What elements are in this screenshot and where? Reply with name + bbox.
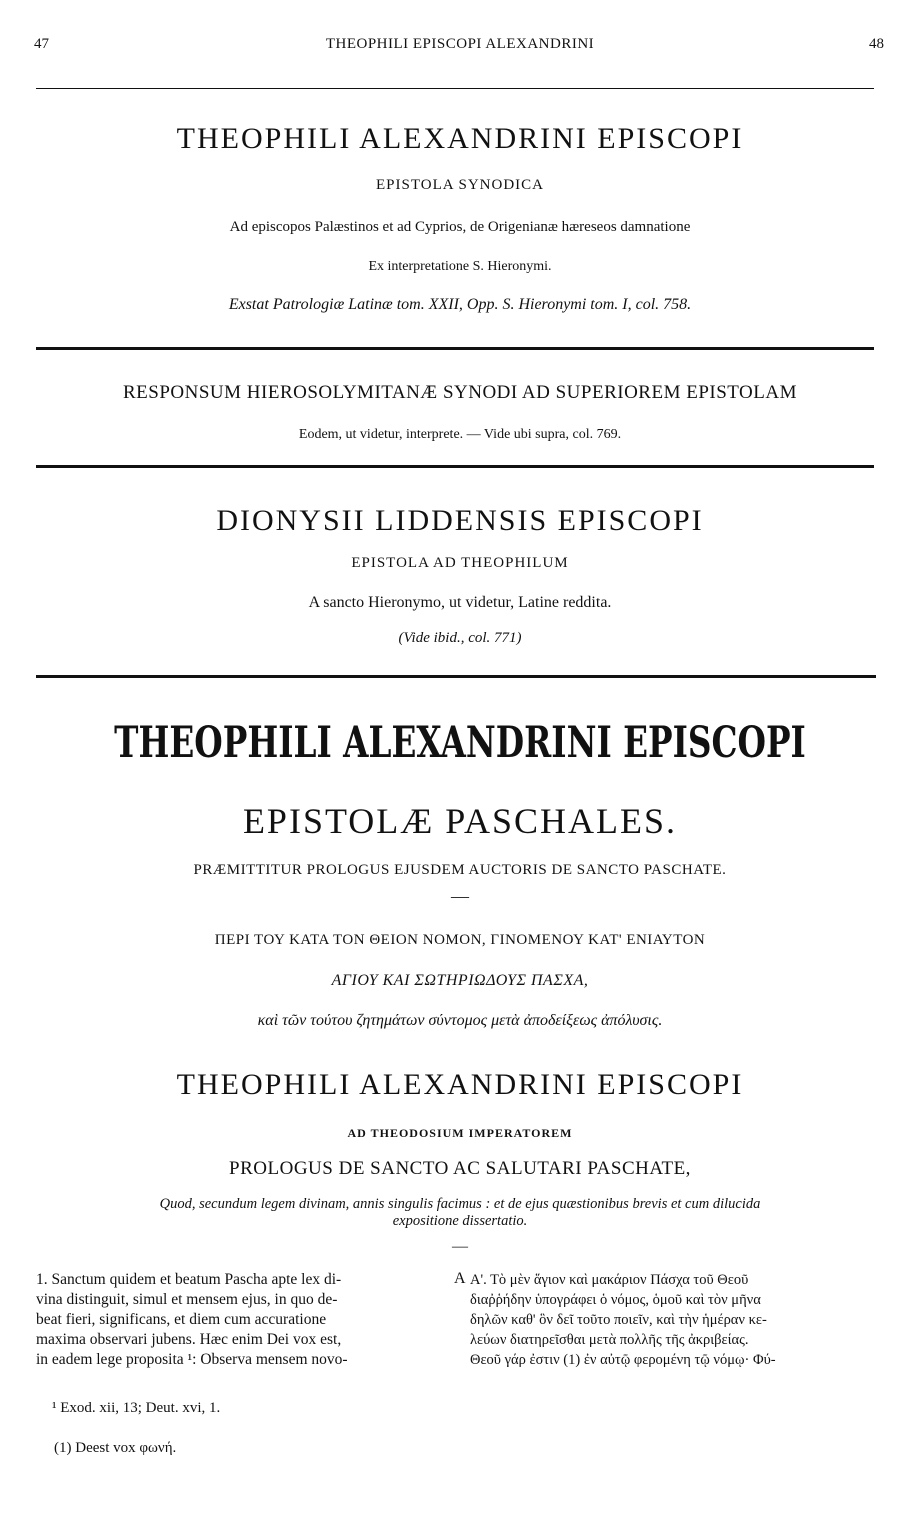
greek-line: δηλῶν καθ' ὃν δεῖ τοῦτο ποιεῖν, καὶ τὴν ἡμέραν κε-: [470, 1312, 767, 1328]
greek-line: Α'. Τὸ μὲν ἅγιον καὶ μακάριον Πάσχα τοῦ Θεοῦ: [470, 1272, 749, 1288]
section4-greek1: ΠΕΡΙ ΤΟΥ ΚΑΤΑ ΤΟΝ ΘΕΙΟΝ ΝΟΜΟΝ, ΓΙΝΟΜΕΝΟΥ ΚΑΤ' ΕΝΙΑΥΤΟΝ: [214, 932, 706, 948]
section3-subtitle: EPISTOLA AD THEOPHILUM: [351, 555, 569, 571]
section1-subtitle: EPISTOLA SYNODICA: [376, 177, 544, 193]
section1-line1: Ad episcopos Palæstinos et ad Cyprios, de Origenianæ hæreseos damnatione: [229, 219, 691, 235]
section5-subtitle: AD THEODOSIUM IMPERATOREM: [347, 1126, 573, 1140]
section3-line2: [0, 630, 920, 647]
latin-line: beat fieri, significans, et diem cum accuratione: [36, 1311, 327, 1328]
greek-line: λεύων διατηρεῖσθαι μετὰ πολλῆς τῆς ἀκριβείας.: [470, 1332, 749, 1348]
section1-line2: Ex interpretatione S. Hieronymi.: [368, 259, 552, 274]
section5-italic1: Quod, secundum legem divinam, annis singulis facimus : et de ejus quæstionibus brevis et cum dilucida: [159, 1196, 761, 1212]
latin-line: vina distinguit, simul et mensem ejus, in quo de-: [36, 1291, 338, 1308]
section1-line3: Exstat Patrologiæ Latinæ tom. XXII, Opp. S. Hieronymi tom. I, col. 758.: [228, 296, 692, 313]
section2-rule: [36, 465, 874, 468]
section3-line1: A sancto Hieronymo, ut videtur, Latine reddita.: [308, 594, 612, 611]
section1-rule: [36, 347, 874, 350]
column-margin-letter: A: [454, 1270, 466, 1287]
greek-line: Θεοῦ γάρ ἐστιν (1) ἐν αὐτῷ φερομένη τῷ νόμῳ· Φύ-: [470, 1352, 776, 1368]
section4-dash: —: [451, 886, 469, 906]
section4-title: THEOPHILI ALEXANDRINI EPISCOPI: [114, 718, 806, 768]
section4-greek3: καὶ τῶν τούτου ζητημάτων σύντομος μετὰ ἀποδείξεως ἀπόλυσις.: [257, 1012, 663, 1029]
header-rule: [36, 88, 874, 89]
section2-title: RESPONSUM HIEROSOLYMITANÆ SYNODI AD SUPERIOREM EPISTOLAM: [123, 382, 797, 403]
section4-prologue: PRÆMITTITUR PROLOGUS EJUSDEM AUCTORIS DE SANCTO PASCHATE.: [193, 862, 727, 878]
greek-line: διαῤῥήδην ὑπογράφει ὁ νόμος, ὁμοῦ καὶ τὸν μῆνα: [470, 1292, 761, 1308]
section4-subtitle: EPISTOLÆ PASCHALES.: [242, 801, 678, 841]
section3-line2-text: (Vide ibid., col. 771): [398, 630, 522, 646]
latin-line: maxima observari jubens. Hæc enim Dei vox est,: [36, 1331, 342, 1348]
latin-column: [36, 1270, 446, 1370]
page-number-right: 48: [869, 36, 884, 52]
section5-prologue-title: PROLOGUS DE SANCTO AC SALUTARI PASCHATE,: [229, 1158, 691, 1179]
section5-title: THEOPHILI ALEXANDRINI EPISCOPI: [176, 1068, 744, 1101]
latin-line: in eadem lege proposita ¹: Observa mensem novo-: [36, 1351, 348, 1368]
section5-italic2: expositione dissertatio.: [392, 1213, 528, 1229]
section3-rule: [36, 675, 876, 678]
greek-column: [470, 1270, 884, 1370]
section2-line1: Eodem, ut videtur, interprete. — Vide ubi supra, col. 769.: [298, 427, 622, 442]
running-title: THEOPHILI EPISCOPI ALEXANDRINI: [325, 36, 595, 52]
section5-dash: —: [452, 1238, 468, 1255]
page-number-left: 47: [34, 36, 49, 52]
latin-line: 1. Sanctum quidem et beatum Pascha apte lex di-: [36, 1271, 342, 1288]
section3-title: DIONYSII LIDDENSIS EPISCOPI: [216, 504, 704, 537]
section4-greek2: ΑΓΙΟΥ ΚΑΙ ΣΩΤΗΡΙΩΔΟΥΣ ΠΑΣΧΑ,: [331, 972, 589, 989]
footnote-1: ¹ Exod. xii, 13; Deut. xvi, 1.: [52, 1400, 221, 1416]
footnote-2: (1) Deest vox φωνή.: [54, 1440, 177, 1456]
section1-title: THEOPHILI ALEXANDRINI EPISCOPI: [176, 122, 744, 155]
